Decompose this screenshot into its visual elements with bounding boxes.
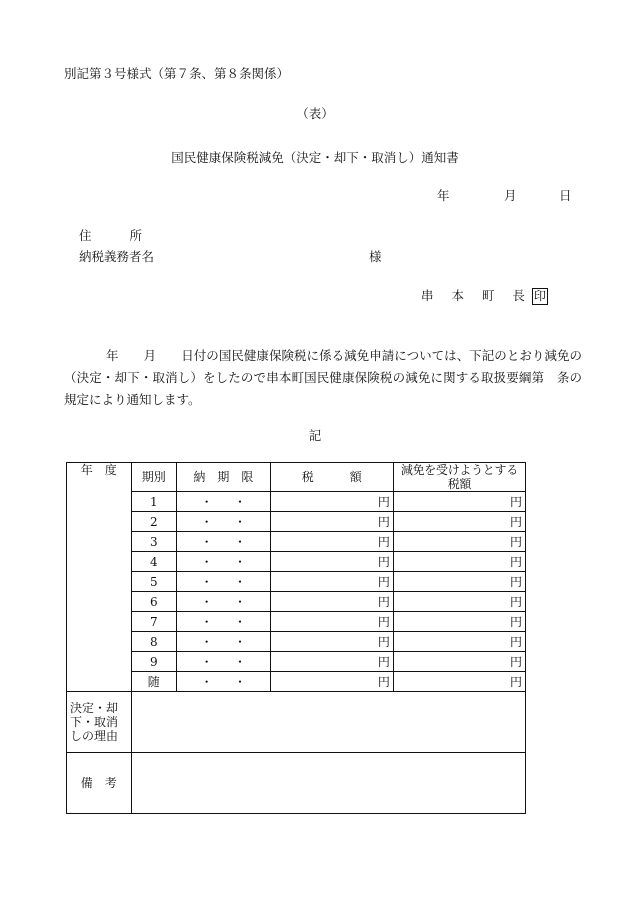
yen-unit: 円 <box>377 554 390 569</box>
date-year: 年 <box>437 188 450 203</box>
yen-unit: 円 <box>509 554 522 569</box>
address-label <box>79 226 142 244</box>
period-row <box>67 592 526 612</box>
yen-unit: 円 <box>377 614 390 629</box>
date-dot: ・ <box>234 634 247 649</box>
tax-reduction-table <box>66 462 526 814</box>
deadline-cell[interactable] <box>176 492 270 512</box>
reduction-amount-cell[interactable] <box>393 552 525 572</box>
date-dot: ・ <box>234 534 247 549</box>
date-dot: ・ <box>200 634 213 649</box>
tax-amount-cell[interactable] <box>270 572 393 592</box>
remarks-label: 備 考 <box>67 753 132 814</box>
yen-unit: 円 <box>509 534 522 549</box>
date-dot: ・ <box>234 674 247 689</box>
reduction-amount-cell[interactable] <box>393 592 525 612</box>
date-dot: ・ <box>234 554 247 569</box>
remarks-field[interactable] <box>131 753 525 814</box>
date-dot: ・ <box>200 494 213 509</box>
tax-amount-cell[interactable] <box>270 672 393 692</box>
date-dot: ・ <box>200 534 213 549</box>
period-number: 5 <box>131 572 176 592</box>
date-dot: ・ <box>200 554 213 569</box>
tax-amount-cell[interactable] <box>270 552 393 572</box>
period-header: 期別 <box>131 463 176 492</box>
date-dot: ・ <box>234 514 247 529</box>
tax-amount-cell[interactable] <box>270 492 393 512</box>
date-day: 日 <box>559 188 572 203</box>
period-number: 8 <box>131 632 176 652</box>
period-number: 4 <box>131 552 176 572</box>
reason-label <box>67 692 132 753</box>
yen-unit: 円 <box>509 574 522 589</box>
deadline-cell[interactable] <box>176 552 270 572</box>
reduction-amount-cell[interactable] <box>393 672 525 692</box>
yen-unit: 円 <box>377 534 390 549</box>
reason-row <box>67 692 526 753</box>
period-row <box>67 572 526 592</box>
deadline-cell[interactable] <box>176 512 270 532</box>
date-dot: ・ <box>234 574 247 589</box>
tax-amount-header: 税 額 <box>270 463 393 492</box>
reduction-amount-cell[interactable] <box>393 612 525 632</box>
yen-unit: 円 <box>509 674 522 689</box>
yen-unit: 円 <box>509 594 522 609</box>
reason-field[interactable] <box>131 692 525 753</box>
period-number: 7 <box>131 612 176 632</box>
reason-label-line: 決定・却 <box>70 701 119 715</box>
date-dot: ・ <box>200 574 213 589</box>
date-dot: ・ <box>200 614 213 629</box>
form-number: 別記第３号様式（第７条、第８条関係） <box>64 66 290 81</box>
yen-unit: 円 <box>377 674 390 689</box>
period-number: 6 <box>131 592 176 612</box>
tax-amount-cell[interactable] <box>270 512 393 532</box>
yen-unit: 円 <box>509 634 522 649</box>
fiscal-year-cell: 年 度 <box>67 463 132 692</box>
reason-label-line: 下・取消 <box>70 715 119 729</box>
reason-label-line: しの理由 <box>70 729 119 743</box>
document-title: 国民健康保険税減免（決定・却下・取消し）通知書 <box>171 150 459 165</box>
tax-amount-cell[interactable] <box>270 612 393 632</box>
deadline-cell[interactable] <box>176 632 270 652</box>
period-row <box>67 612 526 632</box>
address-label-a: 住 <box>79 228 92 243</box>
deadline-cell[interactable] <box>176 612 270 632</box>
reduction-amount-cell[interactable] <box>393 632 525 652</box>
yen-unit: 円 <box>377 654 390 669</box>
period-number: 随 <box>131 672 176 692</box>
reduction-amount-cell[interactable] <box>393 492 525 512</box>
reduction-amount-cell[interactable] <box>393 572 525 592</box>
tax-amount-cell[interactable] <box>270 532 393 552</box>
honorific-sama: 様 <box>369 249 382 264</box>
period-row <box>67 512 526 532</box>
date-dot: ・ <box>200 674 213 689</box>
date-dot: ・ <box>200 514 213 529</box>
seal-mark: 印 <box>533 289 546 303</box>
reduction-amount-cell[interactable] <box>393 532 525 552</box>
notice-text: 年 月 日付の国民健康保険税に係る減免申請については、下記のとおり減免の（決定・却下・取消し）をしたので串本町国民健康保険税の減免に関する取扱要綱第 条の規定により通知します。 <box>64 348 582 407</box>
period-row <box>67 492 526 512</box>
date-month: 月 <box>504 188 517 203</box>
date-dot: ・ <box>234 654 247 669</box>
yen-unit: 円 <box>509 654 522 669</box>
address-label-b: 所 <box>129 228 143 243</box>
period-row <box>67 652 526 672</box>
period-row <box>67 552 526 572</box>
yen-unit: 円 <box>377 594 390 609</box>
yen-unit: 円 <box>377 634 390 649</box>
table-header-row <box>67 463 526 492</box>
period-number: 9 <box>131 652 176 672</box>
taxpayer-name-label: 納税義務者名 <box>79 249 155 264</box>
deadline-cell[interactable] <box>176 652 270 672</box>
reduction-amount-header: 減免を受けようとする税額 <box>393 463 525 492</box>
date-dot: ・ <box>200 594 213 609</box>
deadline-cell[interactable] <box>176 672 270 692</box>
reduction-amount-cell[interactable] <box>393 652 525 672</box>
deadline-header: 納 期 限 <box>176 463 270 492</box>
date-dot: ・ <box>234 594 247 609</box>
yen-unit: 円 <box>509 494 522 509</box>
tax-amount-cell[interactable] <box>270 632 393 652</box>
yen-unit: 円 <box>377 514 390 529</box>
date-dot: ・ <box>234 614 247 629</box>
issuer-title: 串 本 町 長 <box>421 288 532 303</box>
notice-paragraph <box>64 345 582 411</box>
remarks-row <box>67 753 526 814</box>
deadline-cell[interactable] <box>176 572 270 592</box>
yen-unit: 円 <box>377 574 390 589</box>
reduction-amount-cell[interactable] <box>393 512 525 532</box>
period-row <box>67 532 526 552</box>
date-dot: ・ <box>234 494 247 509</box>
period-number: 1 <box>131 492 176 512</box>
date-dot: ・ <box>200 654 213 669</box>
tax-amount-cell[interactable] <box>270 652 393 672</box>
deadline-cell[interactable] <box>176 532 270 552</box>
yen-unit: 円 <box>509 614 522 629</box>
period-row <box>67 672 526 692</box>
record-mark: 記 <box>308 428 322 443</box>
period-number: 3 <box>131 532 176 552</box>
side-label: （表） <box>296 106 334 121</box>
deadline-cell[interactable] <box>176 592 270 612</box>
period-row <box>67 632 526 652</box>
issuer-line <box>421 286 548 305</box>
tax-amount-cell[interactable] <box>270 592 393 612</box>
period-number: 2 <box>131 512 176 532</box>
yen-unit: 円 <box>377 494 390 509</box>
yen-unit: 円 <box>509 514 522 529</box>
